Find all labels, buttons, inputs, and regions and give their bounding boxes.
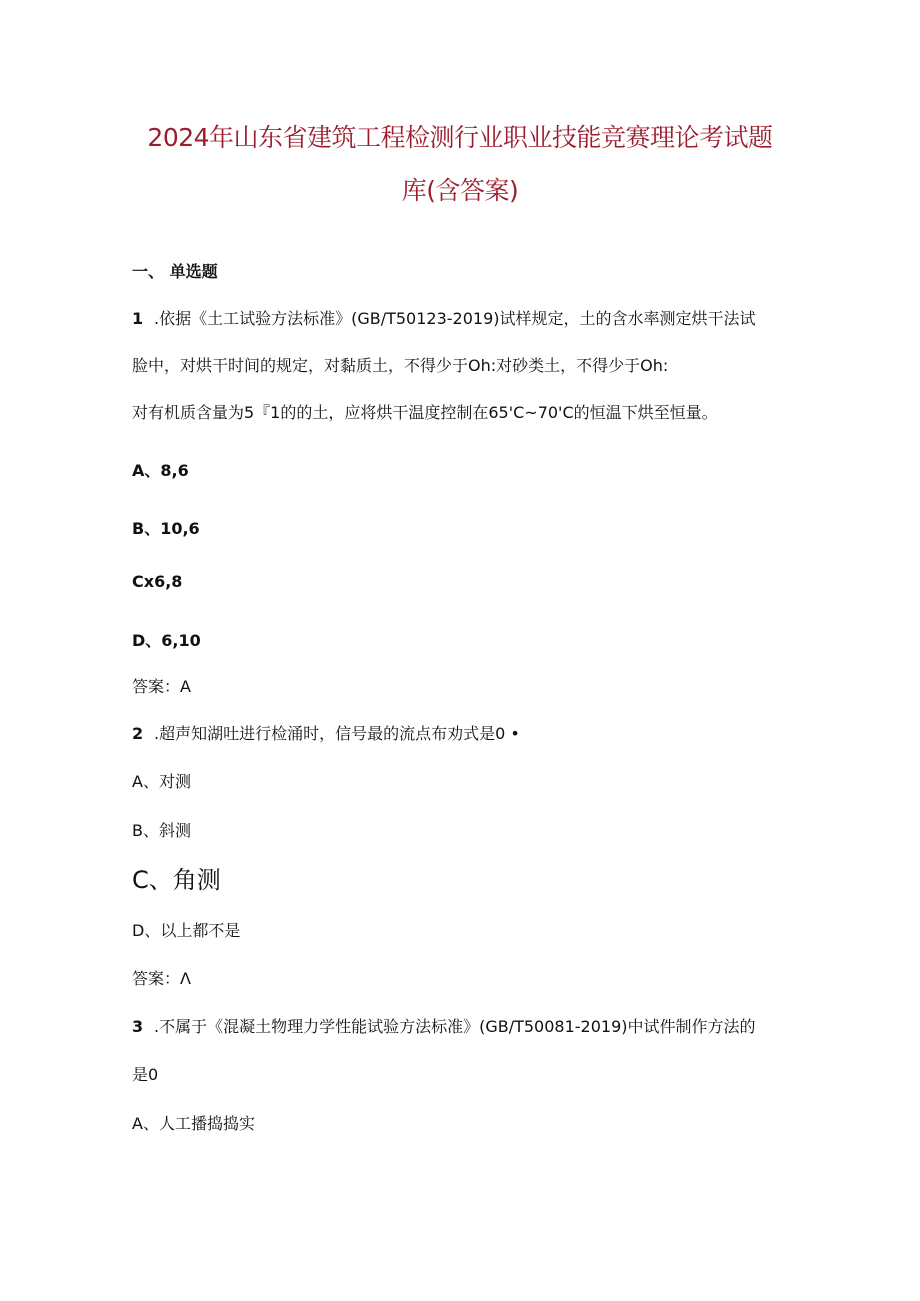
question-text: .超声知湖吐进行检涌时，信号最的流点布劝式是0 • <box>154 724 520 743</box>
question-number: 2 <box>132 724 144 743</box>
answer: 答案：Λ <box>132 969 191 988</box>
question-1-line-1 <box>132 306 756 329</box>
question-1-line-2: 脸中，对烘干时间的规定，对黏质土，不得少于Oh:对砂类土，不得少于Oh: <box>132 356 669 375</box>
option-d: D、以上都不是 <box>132 921 241 940</box>
option-a: A、人工播捣捣实 <box>132 1114 255 1133</box>
question-text: .依据《土工试验方法标准》(GB/T50123-2019)试样规定，土的含水率测定烘干法试 <box>154 309 756 328</box>
option-b: B、斜测 <box>132 821 191 840</box>
option-d: D、6,10 <box>132 631 201 650</box>
section-heading: 一、 单选题 <box>132 262 218 281</box>
question-number: 1 <box>132 309 144 328</box>
document-title-line-2: 库(含答案) <box>401 176 519 205</box>
question-3-line-1 <box>132 1014 756 1037</box>
question-text: .不属于《混凝土物理力学性能试验方法标准》(GB/T50081-2019)中试件制作方法的 <box>154 1017 756 1036</box>
question-1-line-3: 对有机质含量为5『1的的土，应将烘干温度控制在65'C~70'C的恒温下烘至恒量。 <box>132 403 718 422</box>
option-a: A、对测 <box>132 772 191 791</box>
option-a: A、8,6 <box>132 461 189 480</box>
option-b: B、10,6 <box>132 519 200 538</box>
option-c: Cx6,8 <box>132 572 183 591</box>
document-title-line-1: 2024年山东省建筑工程检测行业职业技能竞赛理论考试题 <box>147 123 773 152</box>
option-c: C、角测 <box>132 866 221 894</box>
question-number: 3 <box>132 1017 144 1036</box>
answer: 答案：A <box>132 677 191 696</box>
question-2-line-1 <box>132 721 520 744</box>
question-3-line-2: 是0 <box>132 1065 159 1084</box>
